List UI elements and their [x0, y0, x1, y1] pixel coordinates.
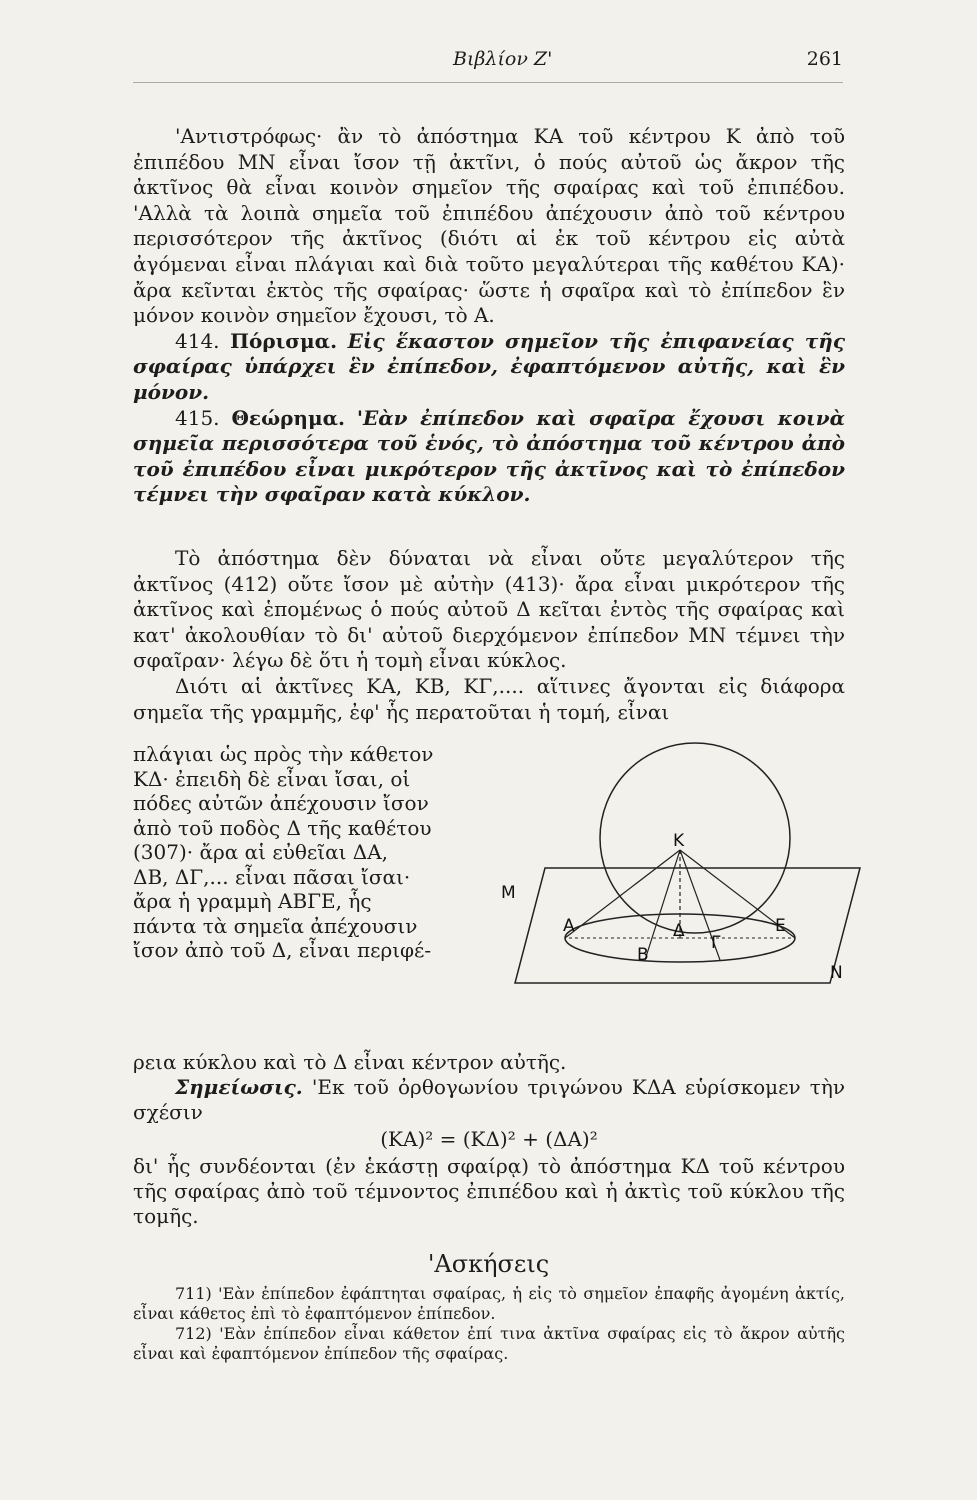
- exercises-title: 'Ασκήσεις: [427, 1250, 550, 1278]
- corollary-414: [133, 329, 845, 406]
- wrap-end: ρεια κύκλου καὶ τὸ Δ εἶναι κέντρον αὐτῆς.: [133, 1050, 567, 1074]
- exercise-712: 712) 'Εὰν ἐπίπεδον εἶναι κάθετον ἐπί τινα ἀκτῖνα σφαίρας εἰς τὸ ἄκρον αὐτῆς εἶναι καὶ ἐφαπτόμενον ἐπίπεδον τῆς σφαίρας.: [133, 1324, 845, 1363]
- label-N: N: [830, 963, 843, 983]
- text-block-2: [133, 546, 845, 725]
- label-A: A: [563, 916, 575, 936]
- sphere-outline: [600, 743, 790, 933]
- text-block-1: [133, 124, 845, 508]
- theorem-heading: Θεώρημα.: [231, 405, 345, 430]
- note-after: δι' ἧς συνδέονται (ἐν ἑκάστῃ σφαίρᾳ) τὸ ἀπόστημα ΚΔ τοῦ κέντρου τῆς σφαίρας ἀπὸ τοῦ τέμνοντος ἐπιπέδου καὶ ἡ ἀκτὶς τοῦ κύκλου τῆς τομῆς.: [133, 1154, 845, 1228]
- note-text: 'Εκ τοῦ ὀρθογωνίου τριγώνου ΚΔΑ εὑρίσκομεν τὴν σχέσιν: [133, 1075, 846, 1124]
- wrap-line: (307)· ἄρα αἱ εὐθεῖαι ΔΑ,: [133, 840, 389, 864]
- label-D: Δ: [673, 921, 685, 941]
- corollary-number: 414.: [175, 328, 220, 353]
- wrap-line: ΔΒ, ΔΓ,... εἶναι πᾶσαι ἴσαι·: [133, 864, 411, 889]
- running-title: Βιβλίον Ζ': [453, 48, 553, 70]
- paragraph-converse: 'Αντιστρόφως· ἂν τὸ ἀπόστημα ΚΑ τοῦ κέντρου Κ ἀπὸ τοῦ ἐπιπέδου ΜΝ εἶναι ἴσον τῇ ἀκτῖνι, ὁ πούς αὐτοῦ ὡς ἄκρον τῆς ἀκτῖνος θὰ εἶναι κοινὸν σημεῖον τῆς σφαίρας καὶ τοῦ ἐπιπέδου. 'Αλλὰ τὰ λοιπὰ σημεῖα τοῦ ἐπιπέδου ἀπέχουσιν ἀπὸ τοῦ κέντρου περισσότερον τῆς ἀκτῖνος (διότι αἱ ἐκ τοῦ κέντρου εἰς αὐτὰ ἀγόμεναι εἶναι πλάγιαι καὶ διὰ τοῦτο μεγαλύτεραι τῆς καθέτου ΚΑ)· ἄρα κεῖνται ἐκτὸς τῆς σφαίρας· ὥστε ἡ σφαῖρα καὶ τὸ ἐπίπεδον ἓν μόνον κοινὸν σημεῖον ἔχουσι, τὸ Α.: [133, 124, 845, 328]
- radius-KB: [645, 850, 680, 960]
- label-G: Γ: [711, 933, 721, 953]
- theorem-statement: 'Εὰν ἐπίπεδον καὶ σφαῖρα ἔχουσι κοινὰ σημεῖα περισσότερα τοῦ ἑνός, τὸ ἀπόστημα τοῦ κέντρου ἀπὸ τοῦ ἐπιπέδου εἶναι μικρότερον τῆς ἀκτῖνος καὶ τὸ ἐπίπεδον τέμνει τὴν σφαῖραν κατὰ κύκλον.: [133, 405, 846, 507]
- note-paragraph: [133, 1075, 845, 1125]
- exercise-list: [133, 1284, 845, 1364]
- pythagorean-formula: (ΚΑ)² = (ΚΔ)² + (ΔΑ)²: [380, 1127, 598, 1151]
- proof-paragraph: Τὸ ἀπόστημα δὲν δύναται νὰ εἶναι οὔτε μεγαλύτερον τῆς ἀκτῖνος (412) οὔτε ἴσον μὲ αὐτὴν (413)· ἄρα εἶναι μικρότερον τῆς ἀκτῖνος καὶ ἑπομένως ὁ πούς αὐτοῦ Δ κεῖται ἐντὸς τῆς σφαίρας καὶ κατ' ἀκολουθίαν τὸ δι' αὐτοῦ διερχόμενον ἐπίπεδον ΜΝ τέμνει τὴν σφαῖραν· λέγω δὲ ὅτι ἡ τομὴ εἶναι κύκλος.: [133, 546, 845, 673]
- wrap-line: ἄρα ἡ γραμμὴ ΑΒΓΕ, ἧς: [133, 889, 372, 913]
- wrapped-text: [133, 742, 473, 963]
- wrap-line: πόδες αὐτῶν ἀπέχουσιν ἴσον: [133, 791, 429, 815]
- wrap-line: ΚΔ· ἐπειδὴ δὲ εἶναι ἴσαι, οἱ: [133, 766, 411, 791]
- label-K: K: [673, 831, 685, 851]
- wrap-line: ἴσον ἀπὸ τοῦ Δ, εἶναι περιφέ-: [133, 938, 432, 962]
- wrap-line: πλάγιαι ὡς πρὸς τὴν κάθετον: [133, 742, 434, 766]
- proof-paragraph-2: Διότι αἱ ἀκτῖνες ΚΑ, ΚΒ, ΚΓ,.... αἵτινες ἄγονται εἰς διάφορα σημεῖα τῆς γραμμῆς, ἐφ' ἧς περατοῦται ἡ τομή, εἶναι: [133, 673, 845, 724]
- exercise-711: 711) 'Εὰν ἐπίπεδον ἐφάπτηται σφαίρας, ἡ εἰς τὸ σημεῖον ἐπαφῆς ἀγομένη ἀκτίς, εἶναι κάθετος ἐπὶ τὸ ἐφαπτόμενον ἐπίπεδον.: [133, 1284, 845, 1323]
- page-number: 261: [806, 48, 843, 70]
- theorem-415: [133, 406, 845, 508]
- label-E: E: [775, 916, 786, 936]
- wrap-line: πάντα τὰ σημεῖα ἀπέχουσιν: [133, 913, 418, 938]
- page-header: [133, 48, 843, 78]
- note-label: Σημείωσις.: [175, 1075, 303, 1099]
- text-block-3: [133, 1050, 845, 1229]
- theorem-number: 415.: [175, 405, 220, 430]
- wrap-line: ἀπὸ τοῦ ποδὸς Δ τῆς καθέτου: [133, 815, 432, 840]
- label-B: B: [637, 945, 649, 965]
- radius-KA: [565, 850, 680, 938]
- label-M: M: [501, 883, 516, 903]
- corollary-heading: Πόρισμα.: [230, 328, 338, 353]
- header-rule: [133, 82, 843, 83]
- sphere-plane-figure: [495, 738, 865, 998]
- corollary-statement: Εἰς ἕκαστον σημεῖον τῆς ἐπιφανείας τῆς σφαίρας ὑπάρχει ἓν ἐπίπεδον, ἐφαπτόμενον αὐτῆς, καὶ ἓν μόνον.: [133, 328, 846, 404]
